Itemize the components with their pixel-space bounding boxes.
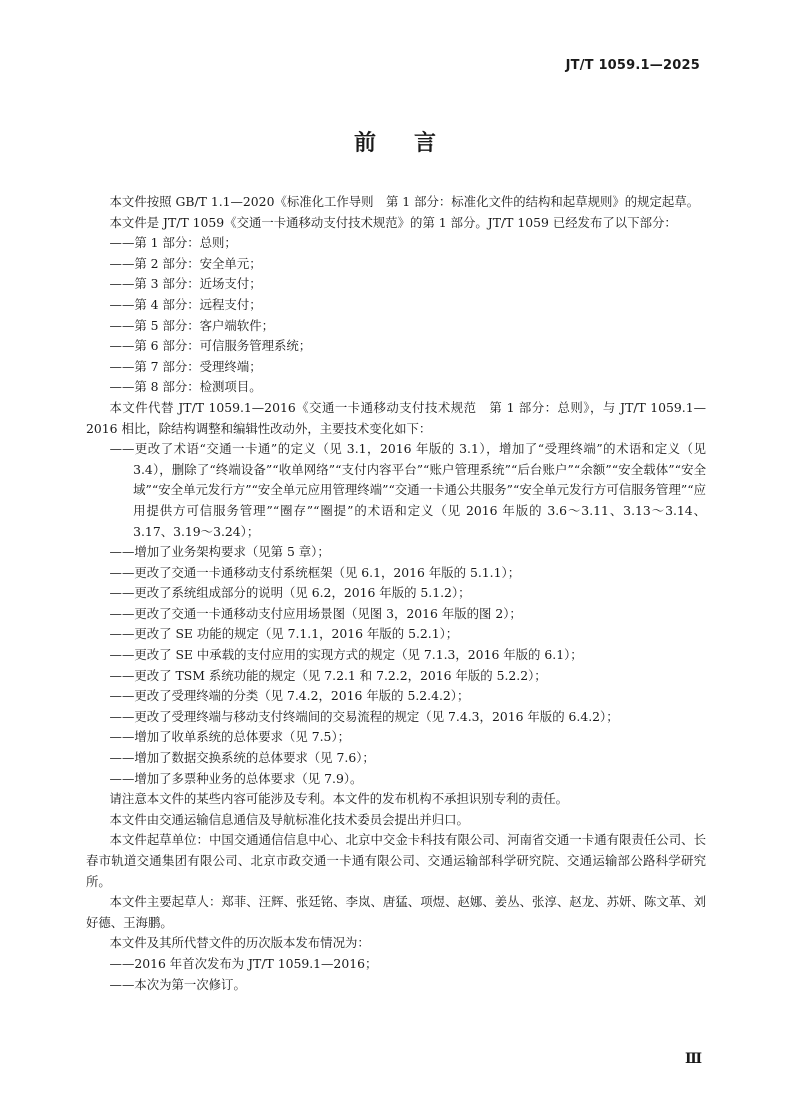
part-list-item: ——第 2 部分：安全单元； bbox=[109, 255, 262, 271]
change-list-item: ——增加了收单系统的总体要求（见 7.5）； bbox=[109, 729, 351, 745]
part-list-item: ——第 6 部分：可信服务管理系统； bbox=[109, 338, 312, 354]
standard-number: JT/T 1059.1—2025 bbox=[565, 58, 700, 73]
part-list-item: ——第 3 部分：近场支付； bbox=[109, 276, 262, 292]
change-list-item: ——增加了多票种业务的总体要求（见 7.9）。 bbox=[109, 770, 363, 786]
history-list-item: ——2016 年首次发布为 JT/T 1059.1—2016； bbox=[109, 955, 378, 971]
foreword-body bbox=[86, 192, 706, 995]
part-list-item: ——第 5 部分：客户端软件； bbox=[109, 317, 274, 333]
paragraph-drafting-basis: 本文件按照 GB/T 1.1—2020《标准化工作导则 第 1 部分：标准化文件的结构和起草规则》的规定起草。 bbox=[109, 194, 700, 209]
part-list-item: ——第 8 部分：检测项目。 bbox=[109, 379, 262, 395]
paragraph-proposer: 本文件由交通运输信息通信及导航标准化技术委员会提出并归口。 bbox=[109, 811, 469, 827]
change-list-item: ——更改了 SE 功能的规定（见 7.1.1，2016 年版的 5.2.1）； bbox=[109, 626, 459, 642]
paragraph-drafting-units: 本文件起草单位：中国交通通信信息中心、北京中交金卡科技有限公司、河南省交通一卡通有限责任公司、长春市轨道交通集团有限公司、北京市政交通一卡通有限公司、交通运输部科学研究院、交通运输部公路科学研究所。 bbox=[86, 832, 706, 889]
paragraph-history-intro: 本文件及其所代替文件的历次版本发布情况为： bbox=[109, 935, 370, 951]
page-number: Ⅲ bbox=[684, 1051, 702, 1067]
part-list-item: ——第 4 部分：远程支付； bbox=[109, 296, 262, 312]
part-list-item: ——第 1 部分：总则； bbox=[109, 235, 237, 251]
paragraph-part-intro: 本文件是 JT/T 1059《交通一卡通移动支付技术规范》的第 1 部分。JT/T 1059 已经发布了以下部分： bbox=[109, 214, 677, 230]
change-list-item: ——更改了 SE 中承载的支付应用的实现方式的规定（见 7.1.3，2016 年版的 6.1）； bbox=[109, 647, 583, 663]
change-list-item: ——更改了交通一卡通移动支付系统框架（见 6.1，2016 年版的 5.1.1）； bbox=[109, 564, 521, 580]
change-list-item: ——更改了交通一卡通移动支付应用场景图（见图 3，2016 年版的图 2）； bbox=[109, 605, 522, 621]
change-list-item: ——更改了受理终端与移动支付终端间的交易流程的规定（见 7.4.3，2016 年版的 6.4.2）； bbox=[109, 708, 619, 724]
change-list-item: ——更改了术语“交通一卡通”的定义（见 3.1，2016 年版的 3.1），增加了“受理终端”的术语和定义（见 3.4），删除了“终端设备”“收单网络”“支付内容平台”“账户管理系统”“后台账户”“余额”“安全载体”“安全域”“安全单元发行方”“安全单元应用管理终端”“交通一卡通公共服务”“安全单元发行方可信服务管理”“应用提供方可信服务管理”“圈存”“圈提”的术语和定义（见 2016 年版的 3.6～3.11、3.13～3.14、3.17、3.19～3.24）； bbox=[109, 441, 706, 539]
paragraph-replacement: 本文件代替 JT/T 1059.1—2016《交通一卡通移动支付技术规范 第 1 部分：总则》，与 JT/T 1059.1—2016 相比，除结构调整和编辑性改动外，主要技术变化如下： bbox=[86, 399, 706, 436]
history-list-item: ——本次为第一次修订。 bbox=[109, 976, 246, 992]
change-list-item: ——更改了受理终端的分类（见 7.4.2，2016 年版的 5.2.4.2）； bbox=[109, 688, 470, 704]
part-list-item: ——第 7 部分：受理终端； bbox=[109, 358, 262, 374]
paragraph-patent-notice: 请注意本文件的某些内容可能涉及专利。本文件的发布机构不承担识别专利的责任。 bbox=[109, 791, 568, 807]
paragraph-drafters: 本文件主要起草人：郑菲、汪辉、张廷铭、李岚、唐猛、项煜、赵娜、姜丛、张淳、赵龙、苏妍、陈文革、刘好德、王海鹏。 bbox=[86, 894, 706, 930]
page-title: 前言 bbox=[353, 131, 474, 156]
change-list-item: ——增加了业务架构要求（见第 5 章）； bbox=[109, 544, 330, 560]
change-list-item: ——更改了 TSM 系统功能的规定（见 7.2.1 和 7.2.2，2016 年版的 5.2.2）； bbox=[109, 667, 547, 683]
change-list-item: ——增加了数据交换系统的总体要求（见 7.6）； bbox=[109, 750, 375, 766]
change-list-item: ——更改了系统组成部分的说明（见 6.2，2016 年版的 5.1.2）； bbox=[109, 585, 471, 601]
